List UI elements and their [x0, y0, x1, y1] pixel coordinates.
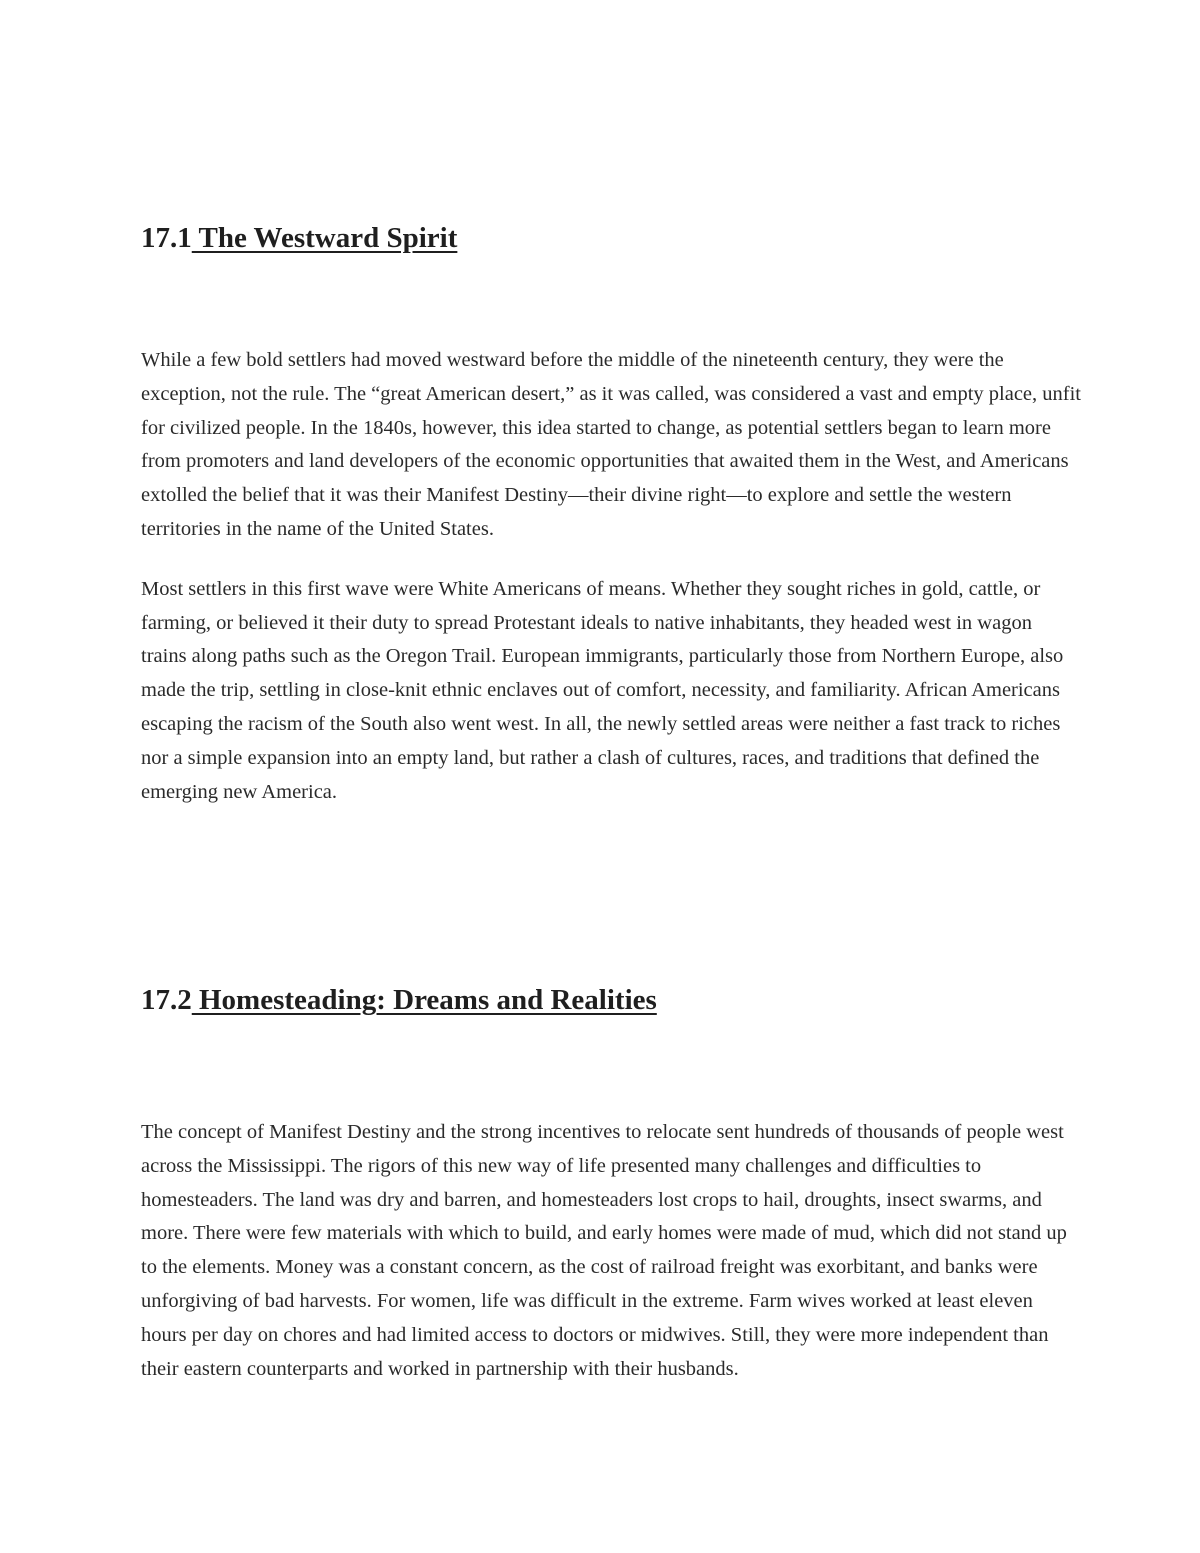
paragraph: While a few bold settlers had moved westward before the middle of the nineteenth century, they were the exception, not the rule. The “great American desert,” as it was called, was considered a vast and empty place, unfit for civilized people. In the 1840s, however, this idea started to change, as potential settlers began to learn more from promoters and land developers of the economic opportunities that awaited them in the West, and Americans extolled the belief that it was their Manifest Destiny—their divine right—to explore and settle the western territories in the name of the United States. [141, 349, 1081, 540]
section-heading [141, 978, 1081, 1022]
paragraph: The concept of Manifest Destiny and the strong incentives to relocate sent hundreds of thousands of people west across the Mississippi. The rigors of this new way of life presented many challenges and difficulties to homesteaders. The land was dry and barren, and homesteaders lost crops to hail, droughts, insect swarms, and more. There were few materials with which to build, and early homes were made of mud, which did not stand up to the elements. Money was a constant concern, as the cost of railroad freight was exorbitant, and banks were unforgiving of bad harvests. For women, life was difficult in the extreme. Farm wives worked at least eleven hours per day on chores and had limited access to doctors or midwives. Still, they were more independent than their eastern counterparts and worked in partnership with their husbands. [141, 1121, 1067, 1380]
section-westward-spirit [141, 216, 1081, 809]
section-title: The Westward Spirit [191, 222, 458, 254]
section-heading [141, 216, 1081, 260]
section-number: 17.2 [141, 984, 192, 1016]
paragraph: Most settlers in this first wave were White Americans of means. Whether they sought riches in gold, cattle, or farming, or believed it their duty to spread Protestant ideals to native inhabitants, they headed west in wagon trains along paths such as the Oregon Trail. European immigrants, particularly those from Northern Europe, also made the trip, settling in close-knit ethnic enclaves out of comfort, necessity, and familiarity. African Americans escaping the racism of the South also went west. In all, the newly settled areas were neither a fast track to riches nor a simple expansion into an empty land, but rather a clash of cultures, races, and traditions that defined the emerging new America. [141, 577, 1064, 803]
section-number: 17.1 [141, 222, 192, 254]
section-homesteading [141, 978, 1081, 1386]
section-title: Homesteading: Dreams and Realities [191, 984, 657, 1016]
